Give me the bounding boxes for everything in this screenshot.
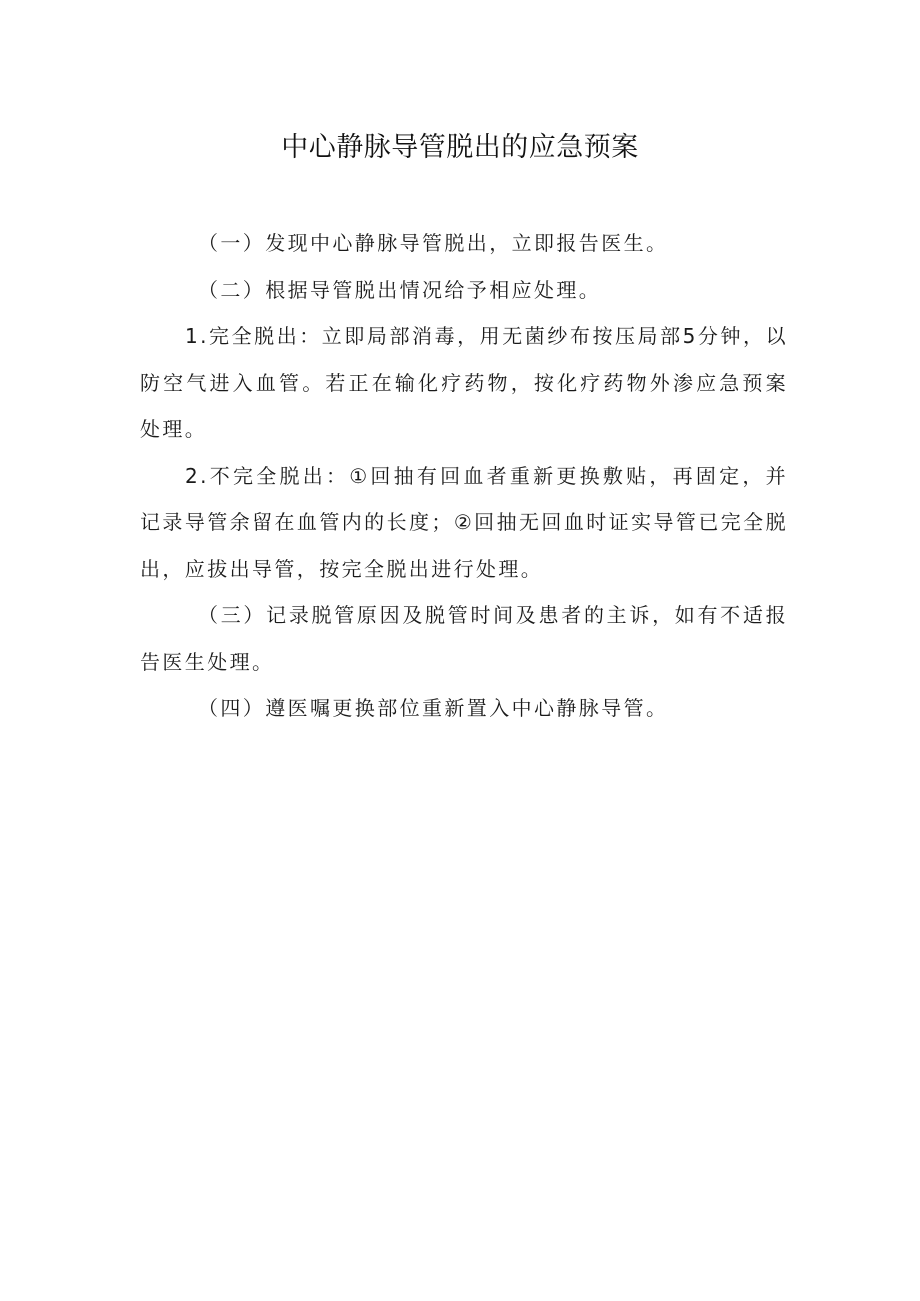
document-body: [140, 220, 788, 732]
paragraph-report-doctor: （一）发现中心静脉导管脱出，立即报告医生。: [198, 231, 669, 255]
paragraph-record-cause: （三）记录脱管原因及脱管时间及患者的主诉，如有不适报告医生处理。: [140, 603, 788, 674]
paragraph-handling: （二）根据导管脱出情况给予相应处理。: [198, 277, 602, 302]
paragraph-complete-dislodgement: 1.完全脱出：立即局部消毒，用无菌纱布按压局部5分钟，以防空气进入血管。若正在输化疗药物，按化疗药物外渗应急预案处理。: [140, 324, 788, 441]
paragraph-partial-dislodgement: 2.不完全脱出：①回抽有回血者重新更换敷贴，再固定，并记录导管余留在血管内的长度；②回抽无回血时证实导管已完全脱出，应拔出导管，按完全脱出进行处理。: [140, 463, 788, 581]
paragraph-reinsert: （四）遵医嘱更换部位重新置入中心静脉导管。: [198, 696, 669, 720]
document-title: 中心静脉导管脱出的应急预案: [281, 132, 639, 163]
